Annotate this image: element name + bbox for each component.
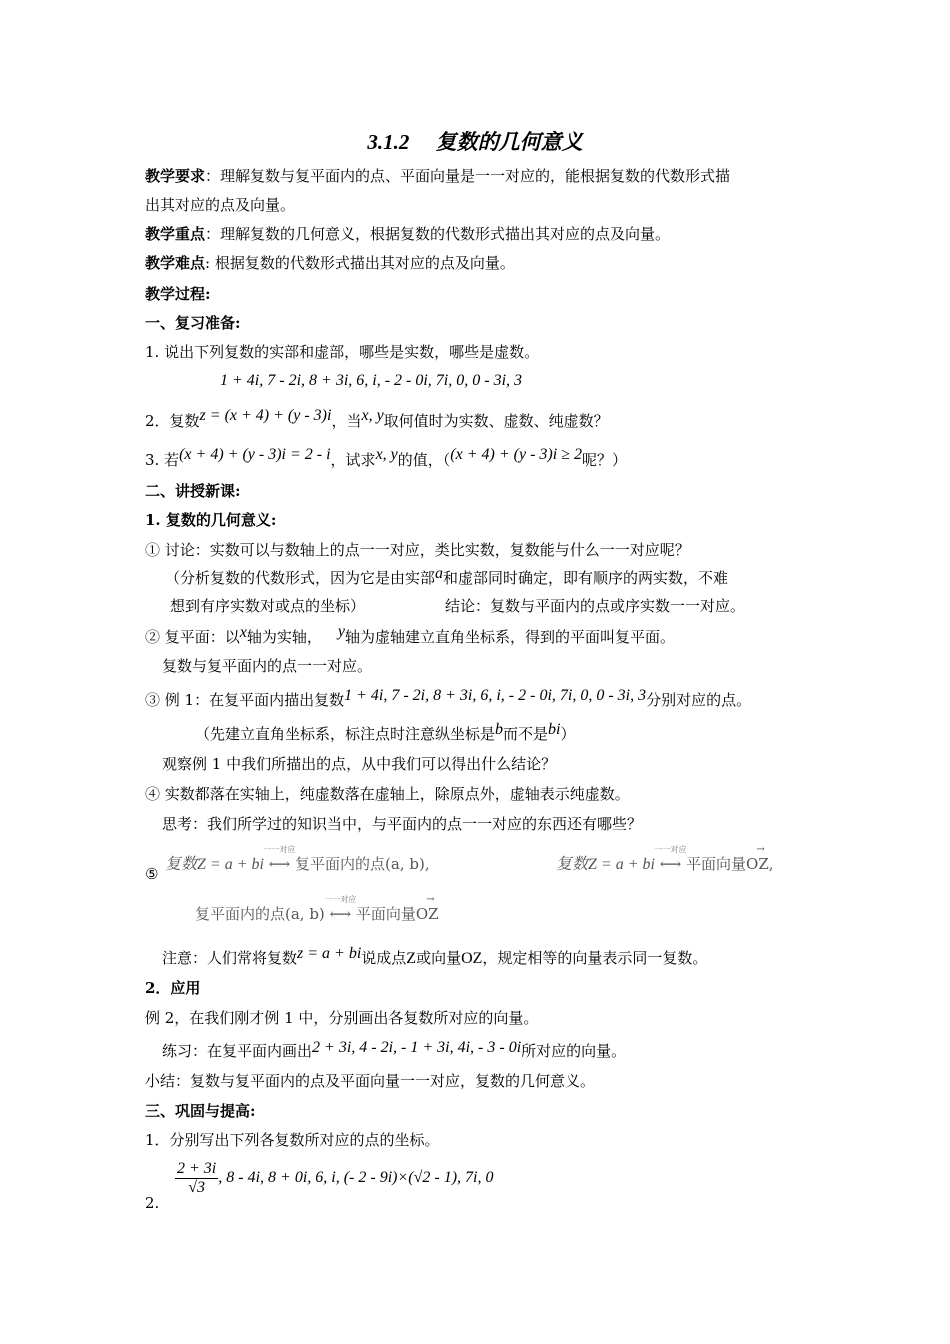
q3-mid: ，试求 <box>330 451 376 469</box>
note-text-a: 注意：人们常将复数 <box>162 949 298 967</box>
analysis-text-a: （分析复数的代数形式，因为它是由实部 <box>165 569 436 587</box>
key-text: ：理解复数的几何意义，根据复数的代数形式描出其对应的点及向量。 <box>205 225 671 243</box>
f3-right: → 平面向量OZ <box>356 904 439 924</box>
note-paragraph <box>162 945 708 969</box>
practice-text-a: 练习：在复平面内画出 <box>162 1042 313 1060</box>
analysis-text-b: 和虚部同时确定，即有顺序的两实数，不难 <box>443 569 729 587</box>
consolidation-question-1: 1．分别写出下列各复数所对应的点的坐标。 <box>145 1131 440 1149</box>
bijection-arrow-1: 一一对应 ⟷ <box>263 845 296 873</box>
q3-suffix: 呢？） <box>581 451 627 469</box>
requirements-label: 教学要求 <box>145 167 206 185</box>
point-5-number: ⑤ <box>145 865 159 883</box>
q2-prefix: 2．复数 <box>145 412 200 430</box>
q3-variables: x, y <box>375 446 398 463</box>
note-vector-oz: OZ <box>461 950 483 967</box>
correspondence-formula-1: 复数Z = a + bi 一一对应 ⟷ 复平面内的点(a, b), <box>165 845 430 873</box>
hint-text-c: ） <box>560 725 576 743</box>
section-consolidation-heading: 三、巩固与提高: <box>145 1102 256 1120</box>
consolidation-question-2-number: 2. <box>145 1194 160 1212</box>
subsection-geometric-meaning: 1. 复数的几何意义: <box>145 511 277 529</box>
difficulties-text: : 根据复数的代数形式描出其对应的点及向量。 <box>205 254 515 272</box>
fraction-denominator: √3 <box>188 1179 206 1196</box>
review-q1-formula: 1 + 4i, 7 - 2i, 8 + 3i, 6, i, - 2 - 0i, 7i, 0, 0 - 3i, 3 <box>220 372 523 389</box>
point-3-hint <box>195 721 576 745</box>
symbol-y: y <box>337 623 346 640</box>
q2-suffix: 取何值时为实数、虚数、纯虚数？ <box>383 412 609 430</box>
section-new-lesson-heading: 二、讲授新课: <box>145 482 241 500</box>
formula-rest: , 8 - 4i, 8 + 0i, 6, i, (- 2 - 9i)×(√2 - 1), 7i, 0 <box>218 1169 494 1187</box>
summary: 小结：复数与复平面内的点及平面向量一一对应，复数的几何意义。 <box>145 1072 596 1090</box>
bijection-arrow-3: 一一对应 ⟷ <box>324 895 357 923</box>
q3-mid-2: 的值，（ <box>397 451 451 469</box>
teaching-key-points <box>145 224 670 244</box>
p3-text-a: ③ 例 1：在复平面内描出复数 <box>145 691 345 709</box>
symbol-bi: bi <box>548 721 561 738</box>
key-label: 教学重点 <box>145 225 206 243</box>
f2-right: → 平面向量OZ <box>686 854 769 874</box>
note-text-c: 或向量 <box>416 949 462 967</box>
teaching-requirements <box>145 166 730 186</box>
q3-formula-2: (x + 4) + (y - 3)i ≥ 2 <box>450 446 582 463</box>
correspondence-formula-2: 复数Z = a + bi 一一对应 ⟷ → 平面向量OZ, <box>556 854 774 875</box>
hint-text-b: 而不是 <box>503 725 549 743</box>
point-4-think: 思考：我们所学过的知识当中，与平面内的点一一对应的东西还有哪些？ <box>162 815 643 833</box>
p2-text-c: 轴为虚轴建立直角坐标系，得到的平面叫复平面。 <box>345 628 676 646</box>
p2-text-a: ② 复平面：以 <box>145 628 240 646</box>
review-question-3 <box>145 446 627 471</box>
f2-left: 复数Z = a + bi <box>556 856 655 873</box>
q2-mid: ，当 <box>331 412 362 430</box>
practice-exercise <box>162 1041 626 1062</box>
point-3-example-1 <box>145 687 752 711</box>
correspondence-formula-3 <box>195 895 439 924</box>
teaching-difficulties <box>145 253 515 273</box>
note-text-d: ，规定相等的向量表示同一复数。 <box>482 949 708 967</box>
section-review-heading: 一、复习准备: <box>145 314 241 332</box>
q3-formula: (x + 4) + (y - 3)i = 2 - i <box>179 446 331 463</box>
bijection-arrow-2: 一一对应 ⟷ <box>654 845 687 873</box>
note-text-b: 说成点 <box>361 949 407 967</box>
review-question-1: 1. 说出下列复数的实部和虚部，哪些是实数，哪些是虚数。 <box>145 343 540 361</box>
difficulties-label: 教学难点 <box>145 254 206 272</box>
hint-text-a: （先建立直角坐标系，标注点时注意纵坐标是 <box>195 725 496 743</box>
symbol-b: b <box>495 721 504 738</box>
consolidation-question-2-formula <box>175 1160 493 1197</box>
process-heading: 教学过程: <box>145 285 211 303</box>
point-4-conclusion: ④ 实数都落在实轴上，纯虚数落在虚轴上，除原点外，虚轴表示纯虚数。 <box>145 785 630 803</box>
q2-formula: z = (x + 4) + (y - 3)i <box>199 407 332 424</box>
f3-left: 复平面内的点(a, b) <box>195 905 325 923</box>
symbol-a: a <box>435 565 444 582</box>
page-title: 3.1.2 复数的几何意义 <box>367 130 583 154</box>
point-1-discussion: ① 讨论：实数可以与数轴上的点一一对应，类比实数，复数能与什么一一对应呢？ <box>145 541 690 559</box>
point-1-conclusion: 结论：复数与平面内的点或序实数一一对应。 <box>445 597 746 615</box>
f1-left: 复数Z = a + bi <box>165 856 264 873</box>
point-2-correspondence: 复数与复平面内的点一一对应。 <box>162 657 373 675</box>
fraction-numerator: 2 + 3i <box>177 1160 217 1177</box>
p3-text-b: 分别对应的点。 <box>646 691 752 709</box>
q3-prefix: 3. 若 <box>145 451 180 469</box>
subsection-application: 2．应用 <box>145 979 201 997</box>
practice-text-b: 所对应的向量。 <box>521 1042 627 1060</box>
practice-formula: 2 + 3i, 4 - 2i, - 1 + 3i, 4i, - 3 - 0i <box>312 1039 522 1056</box>
q2-variables: x, y <box>361 407 384 424</box>
point-3-observation: 观察例 1 中我们所描出的点，从中我们可以得出什么结论？ <box>162 755 557 773</box>
example-2: 例 2，在我们刚才例 1 中，分别画出各复数所对应的向量。 <box>145 1009 539 1027</box>
point-1-analysis-cont: 想到有序实数对或点的坐标） <box>170 597 366 615</box>
fraction <box>175 1160 218 1197</box>
point-2-complex-plane <box>145 623 676 648</box>
requirements-text-2: 出其对应的点及向量。 <box>145 196 296 214</box>
requirements-text-1: ：理解复数与复平面内的点、平面向量是一一对应的，能根据复数的代数形式描 <box>205 167 731 185</box>
note-formula: z = a + bi <box>297 945 362 962</box>
f1-right: 复平面内的点(a, b) <box>295 855 425 873</box>
example-1-formula: 1 + 4i, 7 - 2i, 8 + 3i, 6, i, - 2 - 0i, 7i, 0, 0 - 3i, 3 <box>344 687 647 704</box>
note-point-z: Z <box>406 950 417 967</box>
point-1-analysis <box>165 565 729 589</box>
review-question-2 <box>145 407 609 432</box>
symbol-x: x <box>239 624 247 641</box>
p2-text-b: 轴为实轴， <box>246 628 322 646</box>
